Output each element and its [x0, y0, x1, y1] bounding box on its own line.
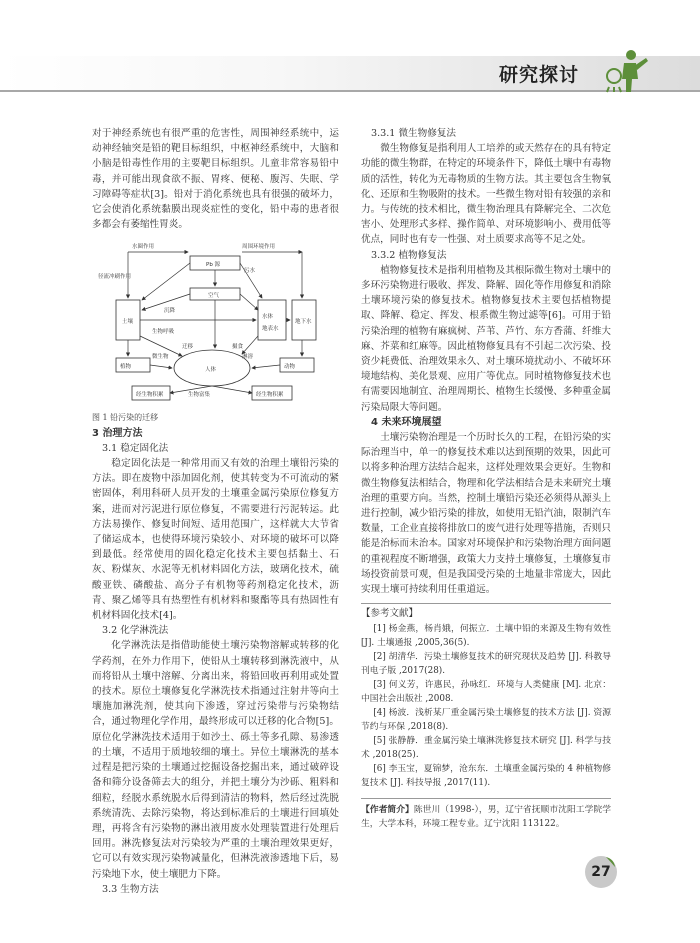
- fig-groundwater: 地下水: [295, 319, 312, 326]
- fig-micro: 微生物: [152, 354, 169, 361]
- fig-air: 空气: [208, 293, 220, 300]
- section-title: 研究探讨: [499, 64, 580, 86]
- author-text: 陈世川（1998-），男，辽宁省抚顺市沈阳工学院学生，大学本科，环境工程专业。辽宁沈阳 113122。: [361, 804, 611, 829]
- fig-pollution: 污水: [244, 268, 256, 275]
- reference-item: [3] 何义芳，许惠民，孙咏红．环境与人类健康 [M]. 北京：中国社会出版社 ,2008.: [361, 679, 611, 704]
- fig-bio: 生物富集: [188, 392, 211, 399]
- section-3-1-body: 稳定固化法是一种常用而又有效的治理土壤铅污染的方法。即在废物中添加固化剂，使其转变为不可流动的紧密固体，利用科研人员开发的土壤重金属污染原位修复方案，进而对污泥进行原位修复，不需要进行污泥转运。此方法易操作、修复时间短、适用范围广，这样就大大节省了储运成本，也使得环境污染较小、对环境的破坏可以降到最低。经常使用的固化稳定化技术主要包括黏土、石灰、粉煤灰、水泥等无机材料固化方法，玻璃化技术，硫酸亚铁、磷酸盐、高分子有机物等药剂稳定化技术，沥青、聚乙烯等具有热塑性有机材料和聚酯等具有热固性有机材料固化技术[4]。: [92, 458, 339, 622]
- section-4-heading: 4 未来环境展望: [371, 416, 442, 428]
- intro-paragraph: 对于神经系统也有很严重的危害性，周围神经系统中，运动神经轴突是铅的靶目标组织，中枢神经系统中，大脑和小脑是铅毒性作用的主要靶目标组织。儿童非常容易铅中毒，并可能出现食欲不振、胃疼、便秘、腹泻、失眠、学习障碍等症状[3]。铅对于消化系统也具有很强的破坏力，它会使消化系统黏膜出现炎症性的变化，铅中毒的患者很多都会有萎缩性胃炎。: [92, 128, 339, 231]
- fig-soil: 土壤: [122, 319, 134, 326]
- section-3-3-1-body: 微生物修复是指利用人工培养的或天然存在的具有特定功能的微生物群，在特定的环境条件下，降低土壤中有毒物质的活性，转化为无毒物质的生物方法。其主要包含生物氧化、还原和生物吸附的技术。一些微生物对铅有较强的亲和力。与传统的技术相比，微生物治理具有降解完全、二次危害小、处理形式多样、操作简单、对环境影响小、费用低等优点，同时也有专一性强、对土质要求高等不足之处。: [361, 143, 611, 246]
- page-number-badge: [584, 855, 618, 889]
- fig-animal: 动物: [284, 364, 296, 371]
- section-3-3-2-heading: 3.3.2 植物修复法: [371, 249, 447, 261]
- researcher-logo-icon: [604, 46, 650, 94]
- fig-dust: 沉降: [164, 308, 176, 315]
- section-3-heading: 3 治理方法: [92, 427, 143, 439]
- fig-food-1: 迁移: [182, 344, 194, 351]
- fig-store-1: 经生物积累: [136, 392, 164, 399]
- section-3-3-heading: 3.3 生物方法: [102, 883, 159, 895]
- fig-human: 人体: [205, 367, 217, 374]
- reference-item: [4] 杨波．浅析某厂重金属污染土壤修复的技术方法 [J]. 资源节约与环保 ,2018(8).: [361, 707, 611, 732]
- lead-migration-figure: [92, 238, 339, 408]
- section-3-3-2-body: 植物修复技术是指利用植物及其根际微生物对土壤中的多环污染物进行吸收、挥发、降解、固化等作用修复和消除土壤环境污染的修复技术。植物修复技术主要包括植物提取、降解、稳定、挥发、根系微生物过滤等[6]。可用于铅污染治理的植物有麻疯树、芦苇、芦竹、东方香蒲、纤维大麻、芥菜和红麻等。因此植物修复具有不引起二次污染、投资少耗费低、治理效果永久、对土壤环境扰动小、不破坏环境地结构、美化景观、应用广等优点。同时植物修复技术也有需要因地制宜、治理周期长、植物生长缓慢、多种重金属污染局限大等问题。: [361, 264, 611, 413]
- header-band: [0, 56, 700, 90]
- section-3-2-body: 化学淋洗法是指借助能使土壤污染物溶解或转移的化学药剂，在外力作用下，使铅从土壤转移到淋洗液中，从而将铅从土壤中溶解、分离出来，将铅回收再利用或处置的技术。原位土壤修复化学淋洗技术指通过注射井等向土壤施加淋洗剂，使其向下渗透，穿过污染带与污染物结合，通过物理化学作用，最终形成可以迁移的化合物[5]。原位化学淋洗技术适用于如沙土、砾土等多孔隙、易渗透的土壤，不适用于质地较细的壤土。异位土壤淋洗的基本过程是把污染的土壤通过挖掘设备挖掘出来，通过破碎设备和筛分设备筛去大的组分，并把土壤分为沙砾、粗料和细粒，经脱水系统脱水后得到清洁的物料，然后经过洗脱系统清洗、去除污染物，将达到标准后的土壤进行回填处理，再将含有污染物的淋出液用废水处理装置进行处理后回用。淋洗修复法对污染较为严重的土壤治理效果更好，它可以有效实现污染物减量化，但淋洗液渗透地下后，易污染地下水，使土壤肥力下降。: [92, 640, 339, 880]
- section-4-body: 土壤污染物治理是一个历时长久的工程，在铅污染的实际治理当中，单一的修复技术难以达到预期的效果，因此可以将多种治理方法结合起来，这样处理效果会更好。生物和微生物修复法相结合，物理和化学法相结合是未来研究土壤治理的重要方向。当然，控制土壤铅污染还必须得从源头上进行控制，减少铅污染的排放，如使用无铅汽油，限制汽车数量，工企业直接将排放口的废气进行处理等措施，否则只能是治标而未治本。国家对环境保护和污染物治理方面问题的重视程度不断增强，政策大力支持土壤修复，土壤修复市场投资前景可观，但是我国受污染的土地量非常庞大，因此实现土壤可持续利用任重道远。: [361, 432, 611, 596]
- page-number: 27: [591, 864, 611, 880]
- fig-label-top-left: 水圈作用: [132, 244, 155, 251]
- header-rule: [0, 90, 700, 92]
- section-3-2-heading: 3.2 化学淋洗法: [102, 625, 169, 637]
- author-label: 【作者简介】: [361, 804, 414, 815]
- reference-item: [6] 李玉宝，夏锦梦，沧东东．土壤重金属污染的 4 种植物修复技术 [J]. 科技导报 ,2017(11).: [361, 763, 611, 788]
- right-column: [361, 126, 611, 831]
- fig-label-top-right: 周围环境作用: [242, 244, 276, 251]
- reference-item: [5] 张静静．重金属污染土壤淋洗修复技术研究 [J]. 科学与技术 ,2018(25).: [361, 735, 611, 760]
- fig-food-2: 摄食: [232, 344, 244, 351]
- references-title: 【参考文献】: [361, 608, 419, 620]
- fig-water: 水体: [262, 314, 274, 321]
- author-info: [361, 798, 611, 831]
- section-3-1-heading: 3.1 稳定固化法: [102, 442, 169, 454]
- figure-caption: 图 1 铅污染的迁移: [92, 413, 159, 423]
- fig-surface-water: 地表水: [262, 326, 279, 333]
- left-column: [92, 126, 339, 897]
- fig-plant: 植物: [120, 364, 132, 371]
- fig-leach: 淋溶: [242, 354, 254, 361]
- fig-runoff: 径流冲刷作用: [98, 274, 132, 281]
- reference-item: [1] 杨金燕，杨肖娥，何振立．土壤中铅的来源及生物有效性 [J]. 土壤通报 ,2005,36(5).: [361, 623, 611, 648]
- fig-resp: 生物呼吸: [152, 329, 175, 336]
- fig-pb-source: Pb 源: [206, 262, 221, 269]
- fig-store-2: 经生物积累: [256, 392, 284, 399]
- reference-item: [2] 胡清华．污染土壤修复技术的研究现状及趋势 [J]. 科教导刊电子版 ,2017(28).: [361, 651, 611, 676]
- section-3-3-1-heading: 3.3.1 微生物修复法: [371, 128, 457, 139]
- references-block: [361, 603, 611, 789]
